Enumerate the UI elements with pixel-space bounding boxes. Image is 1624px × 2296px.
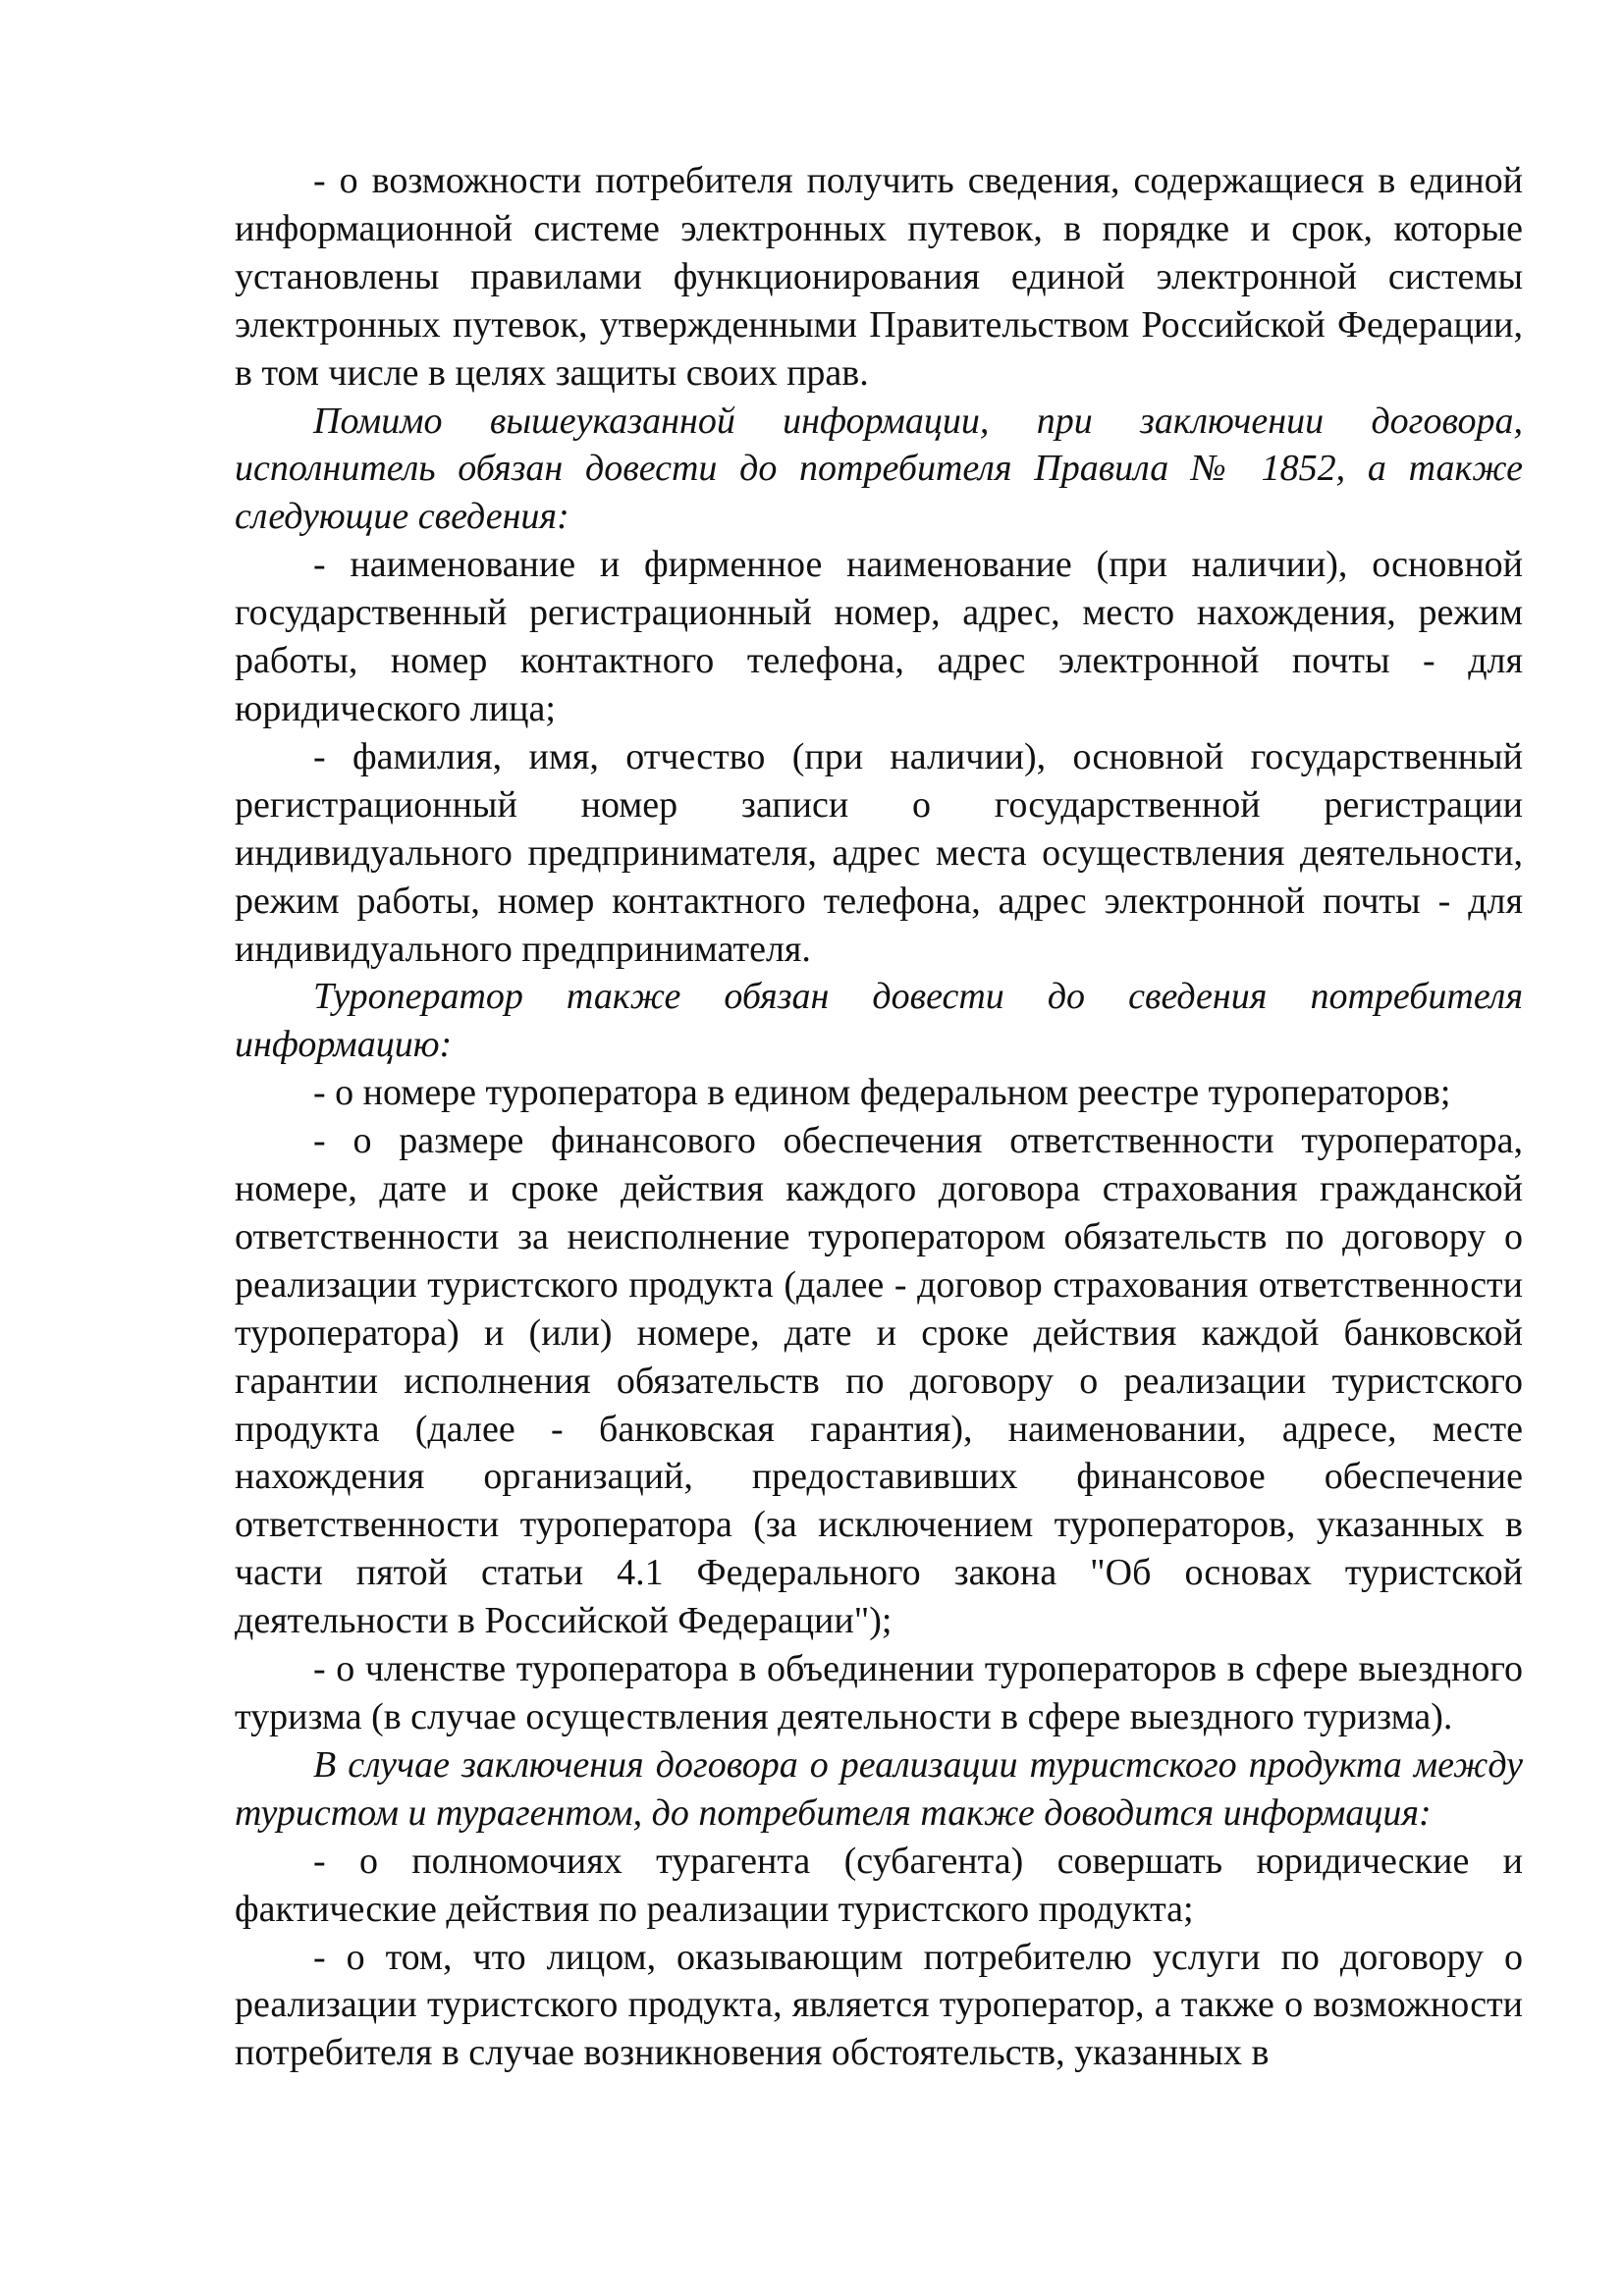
paragraph-legal-entity-info: - наименование и фирменное наименование (при наличии), основной государственный регистрационный номер, адрес, место нахождения, режим работы, номер контактного телефона, адрес электронной почты - для юридического лица; [235,544,1523,729]
paragraph-service-provider: - о том, что лицом, оказывающим потребителю услуги по договору о реализации туристского продукта, является туроператор, а также о возможности потребителя в случае возникновения обстоятельств, указанных в [235,1936,1523,2074]
document-page [235,157,1523,2077]
paragraph-contract-info-intro: Помимо вышеуказанной информации, при заключении договора, исполнитель обязан довести до потребителя Правила № 1852, а также следующие сведения: [235,400,1523,538]
paragraph-entrepreneur-info: - фамилия, имя, отчество (при наличии), основной государственный регистрационный номер записи о государственной регистрации индивидуального предпринимателя, адрес места осуществления деятельности, режим работы, номер контактного телефона, адрес электронной почты - для индивидуального предпринимателя. [235,735,1523,970]
paragraph-financial-security: - о размере финансового обеспечения ответственности туроператора, номере, дате и сроке действия каждого договора страхования гражданской ответственности за неисполнение туроператором обязательств по договору о реализации туристского продукта (далее - договор страхования ответственности туроператора) и (или) номере, дате и сроке действия каждой банковской гарантии исполнения обязательств по договору о реализации туристского продукта (далее - банковская гарантия), наименовании, адресе, месте нахождения организаций, предоставивших финансовое обеспечение ответственности туроператора (за исключением туроператоров, указанных в части пятой статьи 4.1 Федерального закона "Об основах туристской деятельности в Российской Федерации"); [235,1120,1523,1642]
paragraph-association-membership: - о членстве туроператора в объединении туроператоров в сфере выездного туризма (в случае осуществления деятельности в сфере выездного туризма). [235,1648,1523,1737]
paragraph-travel-agent-intro: В случае заключения договора о реализации туристского продукта между туристом и турагентом, до потребителя также доводится информация: [235,1743,1523,1834]
paragraph-registry-number: - о номере туроператора в едином федеральном реестре туроператоров; [313,1072,1451,1114]
paragraph-electronic-vouchers: - о возможности потребителя получить сведения, содержащиеся в единой информационной системе электронных путевок, в порядке и срок, которые установлены правилами функционирования единой электронной системы электронных путевок, утвержденными Правительством Российской Федерации, в том числе в целях защиты своих прав. [235,160,1523,394]
paragraph-tour-operator-intro: Туроператор также обязан довести до сведения потребителя информацию: [235,976,1523,1066]
paragraph-agent-authority: - о полномочиях турагента (субагента) совершать юридические и фактические действия по реализации туристского продукта; [235,1840,1523,1930]
